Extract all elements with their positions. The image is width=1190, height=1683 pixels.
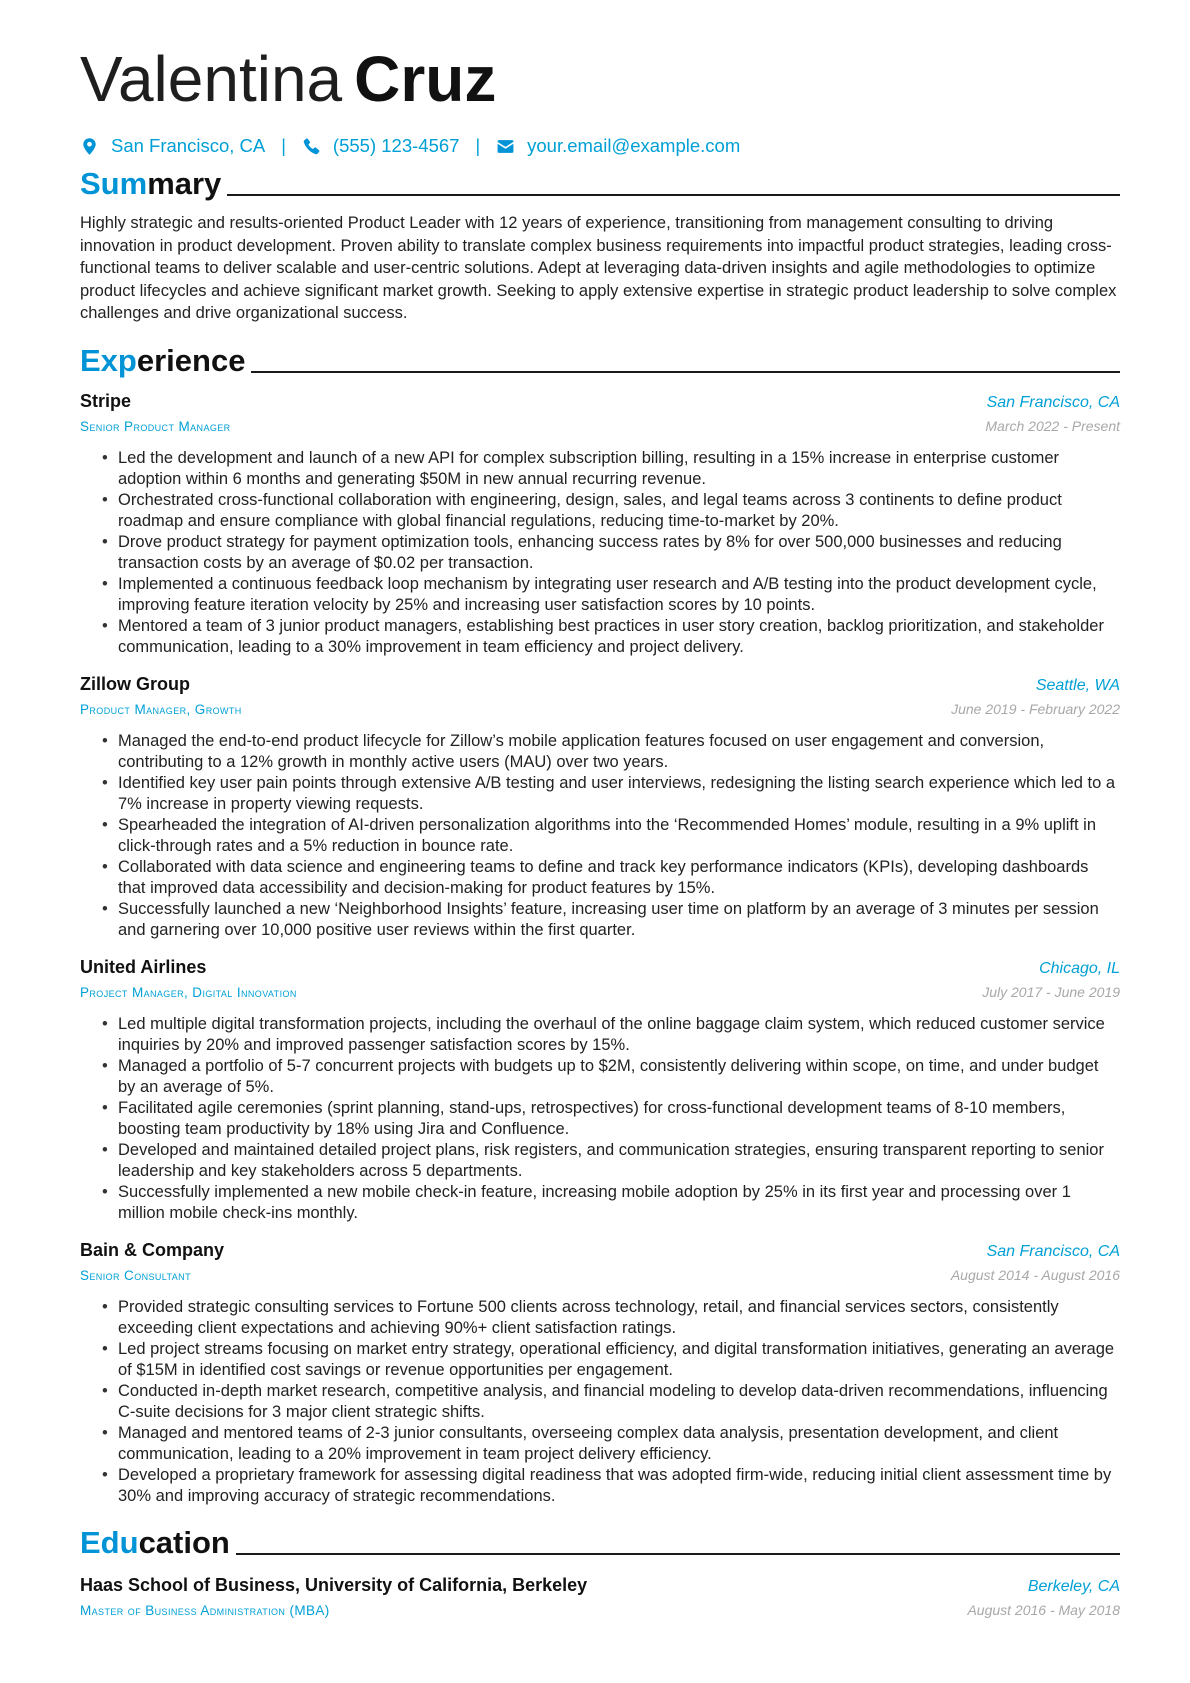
job-entry [80, 955, 1120, 1224]
bullet-item: • Facilitated agile ceremonies (sprint planning, stand-ups, retrospectives) for cross-functional development teams of 8-10 members, boosting team productivity by 18% using Jira and Confluence. [80, 1098, 1120, 1140]
contact-email[interactable] [496, 135, 740, 157]
company-name: Bain & Company [80, 1239, 225, 1260]
bullet-item: • Conducted in-depth market research, competitive analysis, and financial modeling to develop data-driven recommendations, influencing C-suite decisions for 3 major client strategic shifts. [80, 1381, 1120, 1423]
job-dates: June 2019 - February 2022 [951, 700, 1120, 717]
job-title: Product Manager, Growth [80, 701, 242, 717]
summary-section-header [80, 162, 1120, 202]
bullet-item: • Implemented a continuous feedback loop mechanism by integrating user research and A/B testing into the product development cycle, improving feature iteration velocity by 25% and increasing user satisfaction scores by 10 points. [80, 574, 1120, 616]
school-location: Berkeley, CA [1027, 1577, 1120, 1595]
job-location: San Francisco, CA [986, 393, 1120, 411]
school-name: Haas School of Business, University of California, Berkeley [80, 1574, 588, 1595]
job-entry [80, 672, 1120, 941]
last-name: Cruz [354, 43, 497, 115]
contact-separator: | [475, 135, 481, 156]
job-bullets [80, 731, 1120, 941]
email-link[interactable]: your.email@example.com [527, 135, 741, 156]
job-title: Project Manager, Digital Innovation [80, 984, 297, 1000]
resume-content [80, 36, 1120, 1622]
job-bullets [80, 1014, 1120, 1224]
job-dates: August 2014 - August 2016 [950, 1266, 1120, 1283]
section-divider [227, 194, 1120, 196]
bullet-item: • Managed and mentored teams of 2-3 junior consultants, overseeing complex data analysis, presentation development, and client communication, leading to a 20% improvement in team project delivery efficiency. [80, 1423, 1120, 1465]
job-title: Senior Product Manager [80, 418, 231, 434]
job-location: Chicago, IL [1039, 959, 1120, 977]
bullet-item: • Successfully implemented a new mobile check-in feature, increasing mobile adoption by 25% in its first year and processing over 1 million mobile check-ins monthly. [80, 1182, 1120, 1224]
job-dates: July 2017 - June 2019 [982, 983, 1120, 1000]
company-name: Zillow Group [80, 673, 190, 694]
education-section-header [80, 1521, 1120, 1561]
contact-bar [80, 130, 1120, 162]
summary-text: Highly strategic and results-oriented Product Leader with 12 years of experience, transitioning from management consulting to driving innovation in product development. Proven ability to translate complex business requirements into impactful product strategies, leading cross-functional teams to deliver scalable and user-centric solutions. Adept at leveraging data-driven insights and agile methodologies to optimize product lifecycles and achieve significant market growth. Seeking to apply extensive expertise in strategic product leadership to solve complex challenges and drive organizational success. [80, 214, 1117, 322]
experience-section-header [80, 339, 1120, 379]
summary-heading: Summary [80, 166, 222, 201]
job-dates: March 2022 - Present [985, 417, 1120, 434]
job-entry [80, 389, 1120, 658]
first-name: Valentina [80, 43, 343, 115]
bullet-item: • Provided strategic consulting services to Fortune 500 clients across technology, retail, and financial services sectors, consistently exceeding client expectations and achieving 90%+ client satisfaction ratings. [80, 1297, 1120, 1339]
bullet-item: • Led multiple digital transformation projects, including the overhaul of the online baggage claim system, which reduced customer service inquiries by 20% and improved passenger satisfaction scores by 15%. [80, 1014, 1120, 1056]
bullet-item: • Successfully launched a new ‘Neighborhood Insights’ feature, increasing user time on platform by an average of 3 minutes per session and garnering over 10,000 positive user reviews within the first quarter. [80, 899, 1120, 941]
bullet-item: • Identified key user pain points through extensive A/B testing and user interviews, redesigning the listing search experience which led to a 7% increase in property viewing requests. [80, 773, 1120, 815]
phone-icon [302, 137, 321, 156]
education-heading: Education [80, 1524, 230, 1560]
job-location: San Francisco, CA [986, 1242, 1120, 1260]
job-bullets [80, 448, 1120, 658]
company-name: United Airlines [80, 956, 207, 977]
experience-heading: Experience [80, 342, 246, 378]
bullet-item: • Developed and maintained detailed project plans, risk registers, and communication strategies, ensuring transparent reporting to senior leadership and key stakeholders across 5 departments. [80, 1140, 1120, 1182]
contact-separator: | [281, 135, 286, 156]
job-location: Seattle, WA [1035, 676, 1120, 694]
job-title: Senior Consultant [80, 1267, 191, 1283]
section-divider [236, 1553, 1120, 1555]
section-divider [251, 371, 1120, 373]
envelope-icon [496, 137, 515, 156]
bullet-item: • Led the development and launch of a new API for complex subscription billing, resulting in a 15% increase in enterprise customer adoption within 6 months and generating $50M in new annual recurring revenue. [80, 448, 1120, 490]
candidate-name [80, 36, 1120, 122]
contact-phone [302, 135, 460, 157]
bullet-item: • Led project streams focusing on market entry strategy, operational efficiency, and digital transformation initiatives, generating an average of $15M in identified cost savings or revenue opportunities per engagement. [80, 1339, 1120, 1381]
phone-text: (555) 123-4567 [332, 135, 460, 156]
bullet-item: • Collaborated with data science and engineering teams to define and track key performance indicators (KPIs), developing dashboards that improved data accessibility and decision-making for product features by 15%. [80, 857, 1120, 899]
company-name: Stripe [80, 390, 132, 411]
location-text: San Francisco, CA [111, 135, 266, 156]
bullet-item: • Drove product strategy for payment optimization tools, enhancing success rates by 8% for over 500,000 businesses and reducing transaction costs by an average of $0.02 per transaction. [80, 532, 1120, 574]
bullet-item: • Orchestrated cross-functional collaboration with engineering, design, sales, and legal teams across 3 continents to define product roadmap and ensure compliance with global financial regulations, reducing time-to-market by 20%. [80, 490, 1120, 532]
bullet-item: • Managed the end-to-end product lifecycle for Zillow’s mobile application features focused on user engagement and conversion, contributing to a 12% growth in monthly active users (MAU) over two years. [80, 731, 1120, 773]
degree: Master of Business Administration (MBA) [80, 1602, 330, 1618]
map-pin-icon [80, 137, 99, 156]
education-entry [80, 1573, 1120, 1622]
job-entry [80, 1238, 1120, 1507]
contact-location [80, 135, 265, 157]
bullet-item: • Mentored a team of 3 junior product managers, establishing best practices in user story creation, backlog prioritization, and stakeholder communication, leading to a 30% improvement in team efficiency and project delivery. [80, 616, 1120, 658]
job-bullets [80, 1297, 1120, 1507]
bullet-item: • Developed a proprietary framework for assessing digital readiness that was adopted firm-wide, reducing initial client assessment time by 30% and improving accuracy of strategic recommendations. [80, 1465, 1120, 1507]
education-dates: August 2016 - May 2018 [967, 1601, 1120, 1618]
bullet-item: • Managed a portfolio of 5-7 concurrent projects with budgets up to $2M, consistently delivering within scope, on time, and under budget by an average of 5%. [80, 1056, 1120, 1098]
bullet-item: • Spearheaded the integration of AI-driven personalization algorithms into the ‘Recommended Homes’ module, resulting in a 9% uplift in click-through rates and a 5% reduction in bounce rate. [80, 815, 1120, 857]
